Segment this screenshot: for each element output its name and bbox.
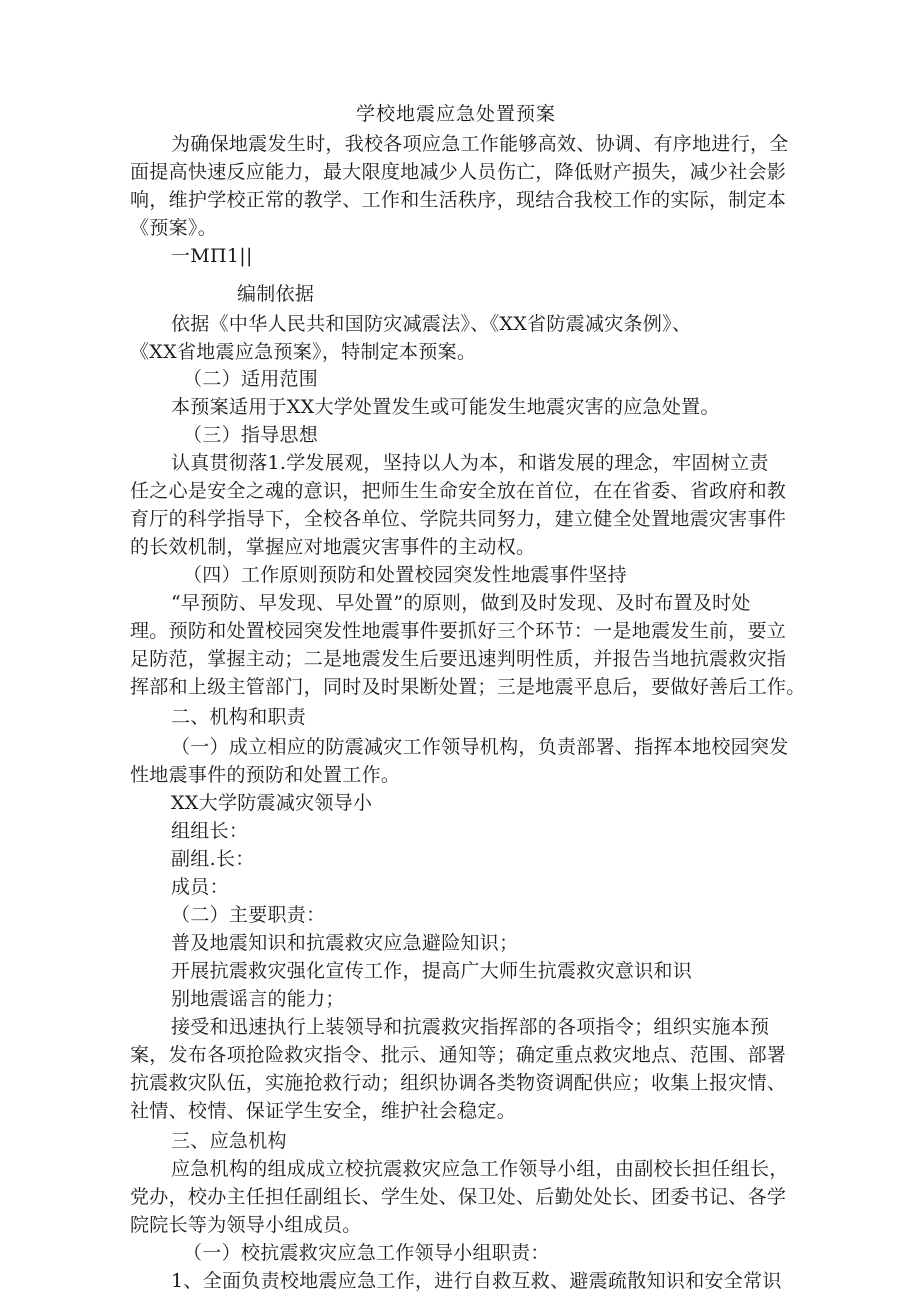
scope-heading: （二）适用范围 bbox=[183, 368, 319, 390]
garbled-heading: 一MΠ1|| bbox=[171, 245, 253, 267]
intro-line-4: 《预案》。 bbox=[130, 217, 218, 239]
duty-line-5: 案，发布各项抢险救灾指令、批示、通知等；确定重点救灾地点、范围、部署 bbox=[130, 1044, 787, 1066]
guiding-line-4: 的长效机制，掌握应对地震灾害事件的主动权。 bbox=[130, 536, 536, 558]
guiding-heading: （三）指导思想 bbox=[183, 424, 319, 446]
scope-line: 本预案适用于XX大学处置发生或可能发生地震灾害的应急处置。 bbox=[171, 396, 720, 418]
duty-line-4: 接受和迅速执行上装领导和抗震救灾指挥部的各项指令；组织实施本预 bbox=[171, 1016, 770, 1038]
organization-sub1-line-1: （一）成立相应的防震减灾工作领导机构，负责部署、指挥本地校园突发 bbox=[171, 736, 789, 758]
intro-line-1: 为确保地震发生时，我校各项应急工作能够高效、协调、有序地进行，全 bbox=[171, 133, 789, 155]
duty-line-3: 别地震谣言的能力； bbox=[171, 988, 345, 1010]
emergency-sub1-heading: （一）校抗震救灾应急工作领导小组职责： bbox=[183, 1242, 550, 1264]
group-members: 成员： bbox=[171, 876, 229, 898]
emergency-heading: 三、应急机构 bbox=[171, 1130, 287, 1152]
principles-line-4: 挥部和上级主管部门，同时及时果断处置；三是地震平息后，要做好善后工作。 bbox=[130, 676, 806, 698]
principles-line-2: 理。预防和处置校园突发性地震事件要抓好三个环节：一是地震发生前，要立 bbox=[130, 620, 787, 642]
guiding-line-3: 育厅的科学指导下，全校各单位、学院共同努力，建立健全处置地震灾害事件 bbox=[130, 508, 787, 530]
group-deputy: 副组.长： bbox=[171, 848, 255, 870]
document-title: 学校地震应急处置预案 bbox=[356, 103, 557, 125]
group-name: XX大学防震减灾领导小 bbox=[171, 792, 373, 814]
basis-heading: 编制依据 bbox=[237, 283, 315, 305]
emergency-item-1: 1、全面负责校地震应急工作，进行自救互救、避震疏散知识和安全常识 bbox=[171, 1270, 782, 1292]
guiding-line-2: 任之心是安全之魂的意识，把师生生命安全放在首位，在在省委、省政府和教 bbox=[130, 480, 787, 502]
group-leader: 组组长： bbox=[171, 820, 249, 842]
emergency-line-2: 党办，校办主任担任副组长、学生处、保卫处、后勤处处长、团委书记、各学 bbox=[130, 1186, 787, 1208]
basis-line-1: 依据《中华人民共和国防灾减震法》、《XX省防震减灾条例》、 bbox=[171, 313, 692, 335]
basis-line-2: 《XX省地震应急预案》，特制定本预案。 bbox=[130, 341, 477, 363]
guiding-line-1: 认真贯彻落1.学发展观，坚持以人为本，和谐发展的理念，牢固树立责 bbox=[171, 452, 769, 474]
emergency-line-1: 应急机构的组成成立校抗震救灾应急工作领导小组，由副校长担任组长， bbox=[171, 1158, 789, 1180]
emergency-line-3: 院院长等为领导小组成员。 bbox=[130, 1214, 362, 1236]
intro-line-3: 响，维护学校正常的教学、工作和生活秩序，现结合我校工作的实际，制定本 bbox=[130, 189, 787, 211]
organization-heading: 二、机构和职责 bbox=[171, 706, 307, 728]
principles-line-3: 足防范，掌握主动；二是地震发生后要迅速判明性质，并报告当地抗震救灾指 bbox=[130, 648, 787, 670]
principles-heading: （四）工作原则预防和处置校园突发性地震事件坚持 bbox=[183, 564, 627, 586]
duty-line-2: 开展抗震救灾强化宣传工作，提高广大师生抗震救灾意识和识 bbox=[171, 960, 693, 982]
duty-line-1: 普及地震知识和抗震救灾应急避险知识； bbox=[171, 932, 519, 954]
intro-line-2: 面提高快速反应能力，最大限度地减少人员伤亡，降低财产损失，减少社会影 bbox=[130, 161, 787, 183]
principles-line-1: “早预防、早发现、早处置”的原则，做到及时发现、及时布置及时处 bbox=[171, 592, 751, 614]
organization-sub1-line-2: 性地震事件的预防和处置工作。 bbox=[130, 764, 401, 786]
duty-line-7: 社情、校情、保证学生安全，维护社会稳定。 bbox=[130, 1100, 517, 1122]
duty-line-6: 抗震救灾队伍，实施抢救行动；组织协调各类物资调配供应；收集上报灾情、 bbox=[130, 1072, 787, 1094]
duties-heading: （二）主要职责： bbox=[171, 904, 326, 926]
